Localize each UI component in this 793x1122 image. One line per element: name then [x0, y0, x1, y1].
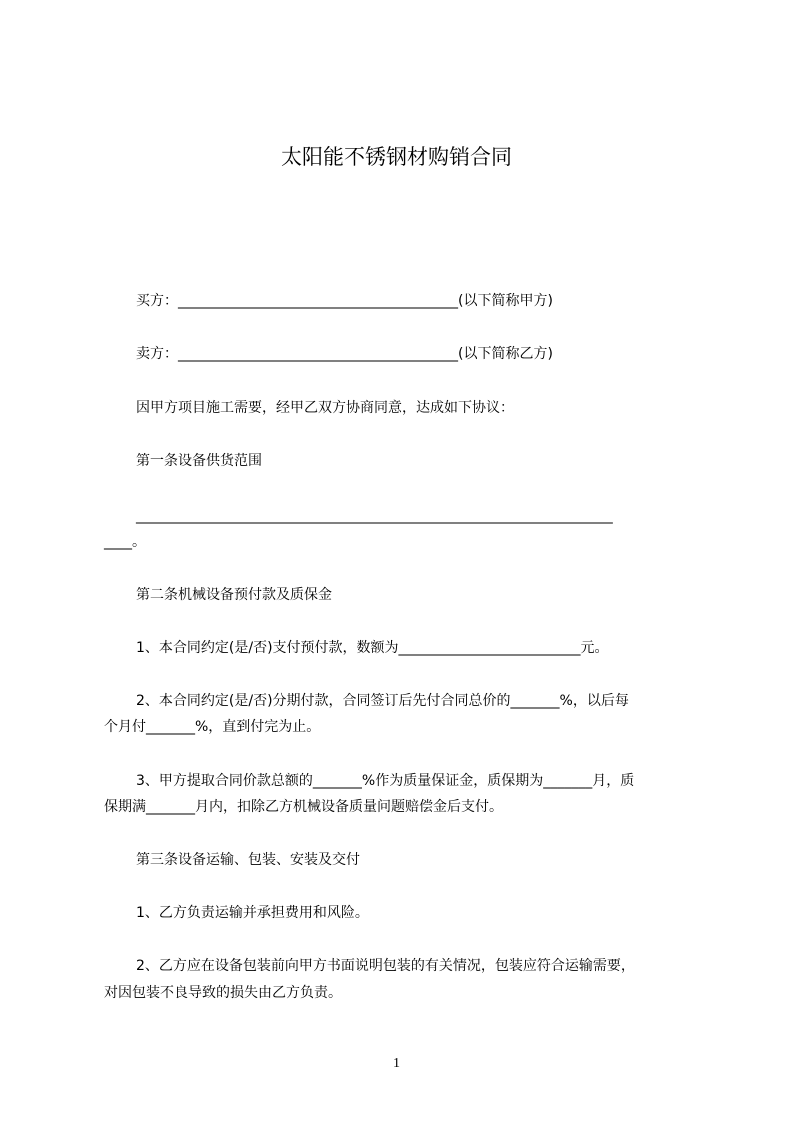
contract-title: 太阳能不锈钢材购销合同 [281, 145, 512, 169]
page-number: 1 [393, 1056, 400, 1071]
article-2-item-1: 1、本合同约定(是/否)支付预付款，数额为__________________________元。 [136, 640, 609, 656]
article-3-item-2-line-2: 对因包装不良导致的损失由乙方负责。 [104, 985, 342, 1001]
article-1-blank-line-end: ____。 [104, 534, 146, 550]
article-3-heading: 第三条设备运输、包装、安装及交付 [136, 852, 360, 868]
article-2-item-2-line-1: 2、本合同约定(是/否)分期付款，合同签订后先付合同总价的_______%，以后每 [136, 693, 629, 709]
article-1-blank-line: __________________________________________________________________________________ [136, 508, 612, 524]
seller-line: 卖方：________________________________________(以下简称乙方) [136, 346, 553, 362]
buyer-line: 买方：________________________________________(以下简称甲方) [136, 293, 553, 309]
article-2-item-3-line-1: 3、甲方提取合同价款总额的_______%作为质量保证金，质保期为_______月，质 [136, 773, 635, 789]
article-1-heading: 第一条设备供货范围 [136, 453, 262, 469]
article-2-heading: 第二条机械设备预付款及质保金 [136, 587, 332, 603]
article-2-item-3-line-2: 保期满_______月内，扣除乙方机械设备质量问题赔偿金后支付。 [104, 799, 503, 815]
article-3-item-2-line-1: 2、乙方应在设备包装前向甲方书面说明包装的有关情况，包装应符合运输需要， [136, 958, 635, 974]
article-2-item-2-line-2: 个月付_______%，直到付完为止。 [104, 719, 321, 735]
intro-paragraph: 因甲方项目施工需要，经甲乙双方协商同意，达成如下协议： [136, 400, 514, 416]
article-3-item-1: 1、乙方负责运输并承担费用和风险。 [136, 905, 369, 921]
